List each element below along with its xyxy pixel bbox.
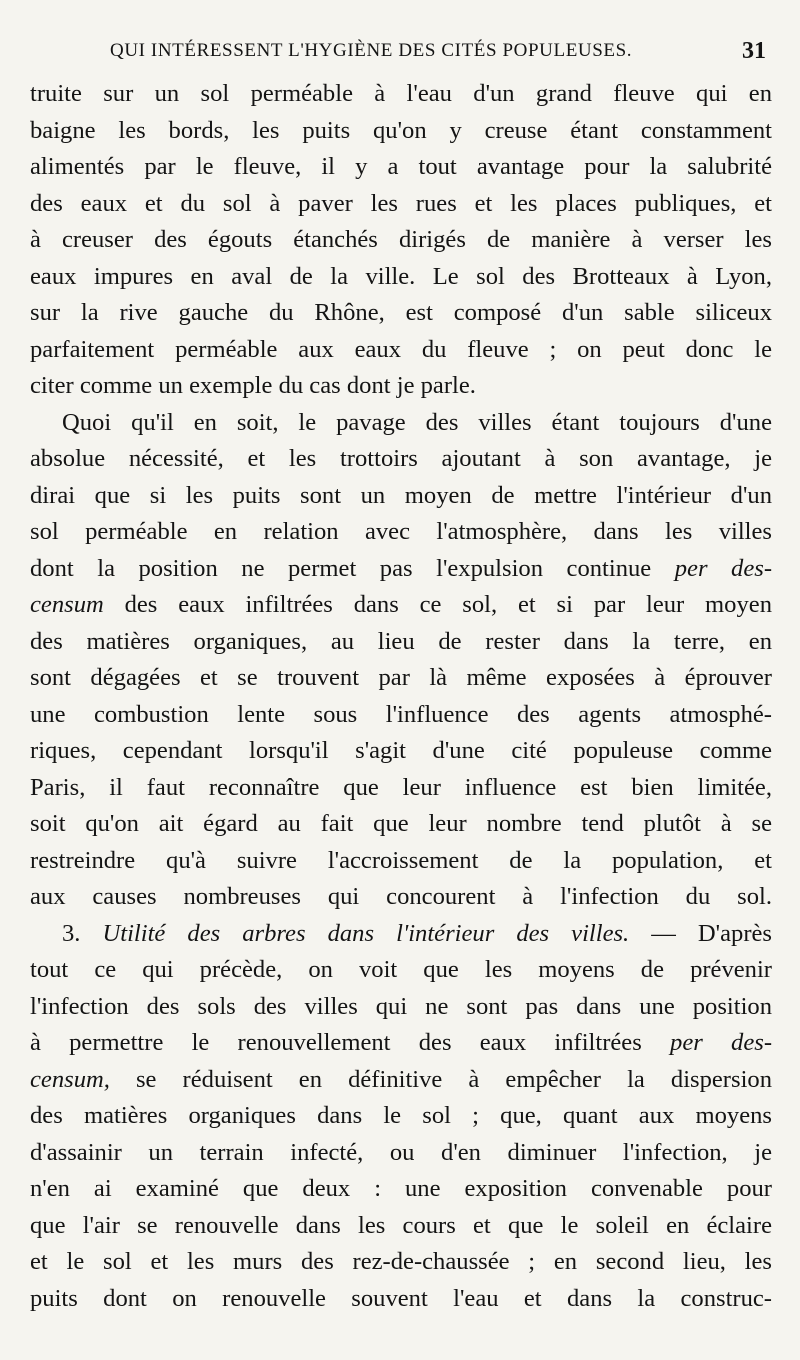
text-line: restreindre qu'à suivre l'accroissement de la population, et	[30, 846, 772, 874]
text-line: des eaux et du sol à paver les rues et les places publiques, et	[30, 189, 772, 217]
text-fragment: dont la position ne permet pas l'expulsion continue	[30, 554, 675, 582]
text-line: des matières organiques, au lieu de rester dans la terre, en	[30, 627, 772, 655]
text-line: l'infection des sols des villes qui ne sont pas dans une position	[30, 992, 772, 1020]
text-line: tout ce qui précède, on voit que les moyens de prévenir	[30, 956, 772, 983]
section-title: Utilité des arbres dans l'intérieur des villes.	[102, 919, 630, 947]
text-fragment: — D'après	[629, 919, 772, 947]
text-line	[30, 1025, 772, 1062]
text-line: citer comme un exemple du cas dont je parle.	[30, 372, 476, 399]
text-line: n'en ai examiné que deux : une exposition convenable pour	[30, 1175, 772, 1202]
running-head: QUI INTÉRESSENT L'HYGIÈNE DES CITÉS POPULEUSES.	[110, 40, 633, 61]
text-line: riques, cependant lorsqu'il s'agit d'une cité populeuse comme	[30, 737, 772, 764]
text-line: sont dégagées et se trouvent par là même exposées à éprouver	[30, 664, 772, 691]
text-line: puits dont on renouvelle souvent l'eau et dans la construc-	[30, 1284, 772, 1312]
page-header	[0, 36, 800, 70]
text-line: et le sol et les murs des rez-de-chaussée ; en second lieu, les	[30, 1248, 772, 1275]
text-line: baigne les bords, les puits qu'on y creuse étant constamment	[30, 116, 772, 144]
text-line: des matières organiques dans le sol ; que, quant aux moyens	[30, 1102, 772, 1129]
text-line: soit qu'on ait égard au fait que leur nombre tend plutôt à se	[30, 810, 772, 837]
latin-phrase: per des-	[674, 554, 772, 582]
text-line: Paris, il faut reconnaître que leur influence est bien limitée,	[30, 773, 772, 801]
text-line	[30, 1062, 772, 1099]
text-fragment: se réduisent en définitive à empêcher la dispersion	[109, 1065, 772, 1093]
latin-phrase: censum,	[30, 1065, 110, 1093]
text-line: que l'air se renouvelle dans les cours et que le soleil en éclaire	[30, 1211, 772, 1239]
text-line: aux causes nombreuses qui concourent à l'infection du sol.	[30, 883, 772, 910]
latin-phrase: censum	[30, 591, 104, 618]
text-line: Quoi qu'il en soit, le pavage des villes étant toujours d'une	[62, 408, 772, 436]
text-line: une combustion lente sous l'influence des agents atmosphé-	[30, 700, 772, 728]
text-line: d'assainir un terrain infecté, ou d'en diminuer l'infection, je	[30, 1138, 772, 1166]
latin-phrase: per des-	[670, 1029, 772, 1056]
text-line: truite sur un sol perméable à l'eau d'un grand fleuve qui en	[30, 80, 772, 107]
text-line: à creuser des égouts étanchés dirigés de manière à verser les	[30, 226, 772, 253]
text-line: alimentés par le fleuve, il y a tout avantage pour la salubrité	[30, 153, 772, 180]
page-number: 31	[742, 38, 766, 64]
text-line: sol perméable en relation avec l'atmosphère, dans les villes	[30, 518, 772, 545]
text-fragment: à permettre le renouvellement des eaux infiltrées	[30, 1029, 671, 1056]
text-line	[30, 551, 772, 588]
text-line: parfaitement perméable aux eaux du fleuve ; on peut donc le	[30, 335, 772, 363]
section-heading-line	[30, 916, 772, 953]
section-number: 3.	[62, 919, 103, 947]
text-line: dirai que si les puits sont un moyen de mettre l'intérieur d'un	[30, 481, 772, 509]
text-line: sur la rive gauche du Rhône, est composé d'un sable siliceux	[30, 299, 772, 326]
body-text	[30, 76, 772, 1317]
text-line	[30, 587, 772, 624]
text-line: absolue nécessité, et les trottoirs ajoutant à son avantage, je	[30, 445, 772, 472]
text-fragment: des eaux infiltrées dans ce sol, et si par leur moyen	[103, 591, 772, 618]
text-line: eaux impures en aval de la ville. Le sol des Brotteaux à Lyon,	[30, 262, 772, 290]
